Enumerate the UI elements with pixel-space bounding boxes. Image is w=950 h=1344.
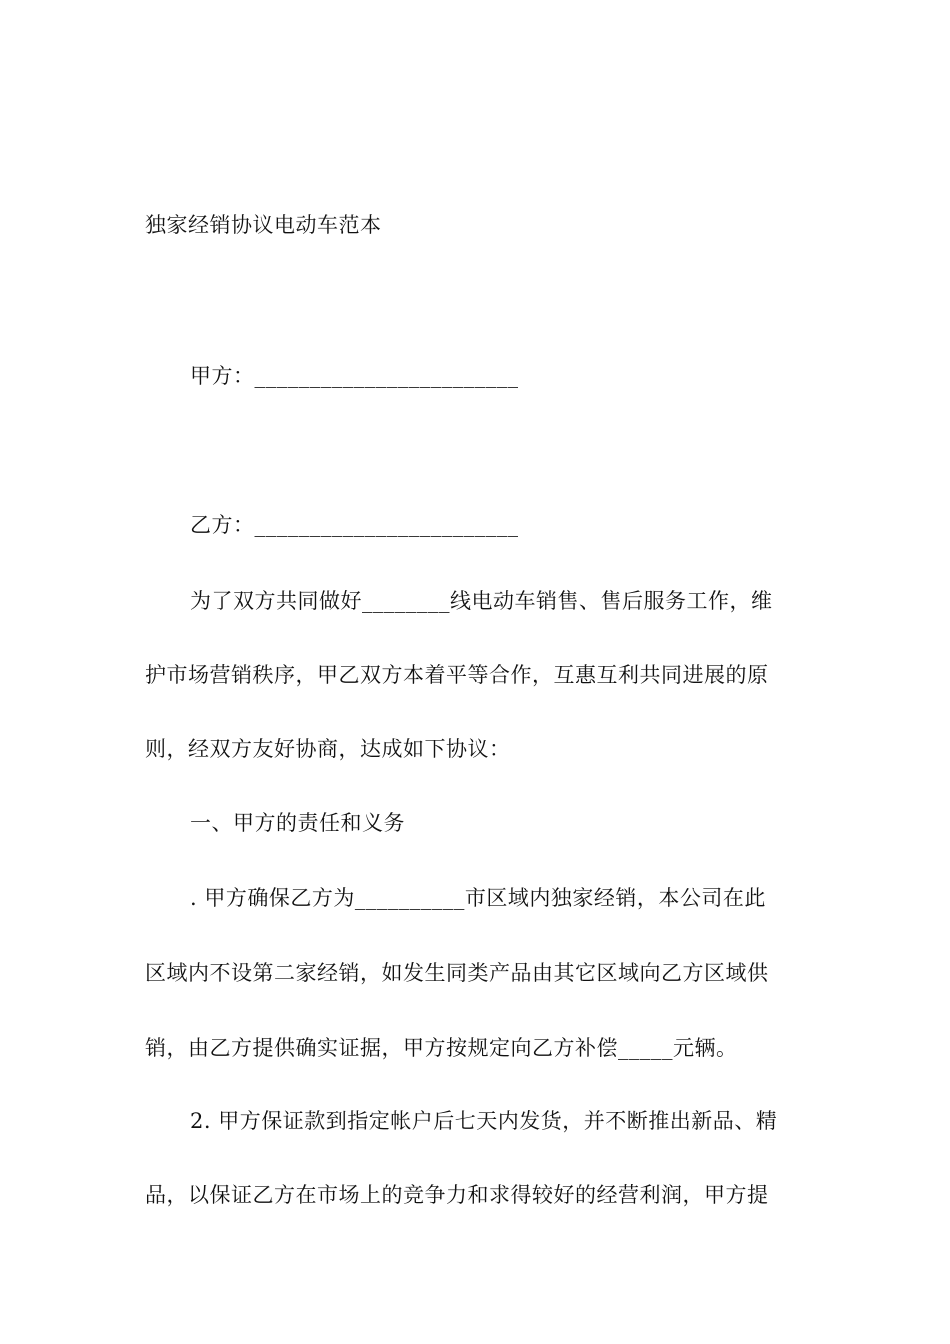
party-b-line: 乙方：________________________ xyxy=(190,513,519,537)
paragraph-line: . 甲方确保乙方为__________市区域内独家经销，本公司在此 xyxy=(190,886,766,910)
document-title: 独家经销协议电动车范本 xyxy=(145,213,382,237)
section-heading: 一、甲方的责任和义务 xyxy=(190,811,405,835)
paragraph-line: 则，经双方友好协商，达成如下协议： xyxy=(145,737,511,761)
paragraph-line: 区域内不设第二家经销，如发生同类产品由其它区域向乙方区域供 xyxy=(145,961,769,985)
paragraph-line: 为了双方共同做好________线电动车销售、售后服务工作，维 xyxy=(190,589,773,613)
paragraph-line: 品，以保证乙方在市场上的竞争力和求得较好的经营利润，甲方提 xyxy=(145,1183,769,1207)
paragraph-line: 2. 甲方保证款到指定帐户后七天内发货，并不断推出新品、精 xyxy=(190,1109,778,1133)
party-a-line: 甲方：________________________ xyxy=(190,364,519,388)
paragraph-line: 销，由乙方提供确实证据，甲方按规定向乙方补偿_____元辆。 xyxy=(145,1036,738,1060)
paragraph-line: 护市场营销秩序，甲乙双方本着平等合作，互惠互利共同进展的原 xyxy=(145,663,769,687)
